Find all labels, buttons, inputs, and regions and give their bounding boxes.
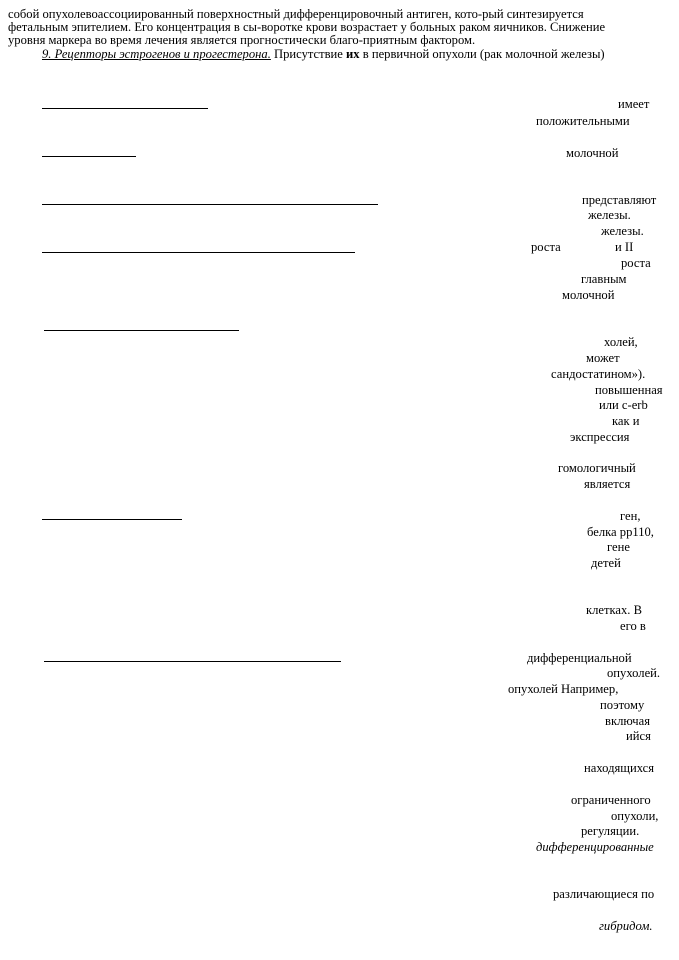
text-fragment: включая <box>605 714 650 728</box>
text-fragment-italic: дифференцированные <box>536 840 654 854</box>
text-fragment: детей <box>591 556 621 570</box>
blank-rule <box>42 519 182 520</box>
section-heading: 9. Рецепторы эстрогенов и прогестерона. <box>42 46 271 61</box>
text-fragment: молочной <box>566 146 619 160</box>
text-fragment: может <box>586 351 620 365</box>
text-fragment: положительными <box>536 114 630 128</box>
text-fragment: гене <box>607 540 630 554</box>
section-heading-line <box>8 48 668 61</box>
heading-bold-word: их <box>346 46 360 61</box>
text-fragment: железы. <box>588 208 631 222</box>
text-fragment-italic: гибридом. <box>599 919 653 933</box>
text-fragment: или c-erb <box>599 398 648 412</box>
text-fragment: опухолей. <box>607 666 661 680</box>
text-line: уровня маркера во время лечения является прогностически благо-приятным фактором. <box>8 33 476 48</box>
text-fragment: различающиеся по <box>553 887 655 901</box>
text-fragment: как и <box>612 414 640 428</box>
text-fragment: железы. <box>601 224 644 238</box>
text-fragment: экспрессия <box>570 430 630 444</box>
text-fragment: роста <box>531 240 561 254</box>
text-fragment: сандостатином»). <box>551 367 646 381</box>
text-fragment: молочной <box>562 288 615 302</box>
text-fragment: является <box>584 477 631 491</box>
text-fragment: главным <box>581 272 627 286</box>
text-fragment: опухоли, <box>611 809 659 823</box>
blank-rule <box>42 204 378 205</box>
heading-text: в первичной опухоли (рак молочной железы) <box>359 46 605 61</box>
blank-rule <box>42 108 208 109</box>
text-fragment: и II <box>615 240 634 254</box>
heading-text: Присутствие <box>270 46 347 61</box>
text-fragment: ограниченного <box>571 793 651 807</box>
text-fragment: белка рр110, <box>587 525 654 539</box>
text-fragment: дифференциальной <box>527 651 632 665</box>
text-line: фетальным эпителием. Его концентрация в сы-воротке крови возрастает у больных раком яичников. Снижение <box>8 20 606 35</box>
document-paragraph <box>8 8 668 61</box>
blank-rule <box>42 156 136 157</box>
text-fragment: опухолей Например, <box>508 682 619 696</box>
text-line: собой опухолевоассоциированный поверхностный дифференцировочный антиген, кото-рый синтезируется <box>8 7 584 21</box>
text-fragment: находящихся <box>584 761 655 775</box>
text-fragment: имеет <box>618 97 650 111</box>
text-fragment: его в <box>620 619 646 633</box>
text-fragment: представляют <box>582 193 657 207</box>
text-fragment: клетках. В <box>586 603 643 617</box>
text-fragment: поэтому <box>600 698 645 712</box>
blank-rule <box>42 252 355 253</box>
blank-rule <box>44 330 239 331</box>
blank-rule <box>44 661 341 662</box>
text-fragment: роста <box>621 256 651 270</box>
text-fragment: регуляции. <box>581 824 640 838</box>
text-fragment: ген, <box>620 509 641 523</box>
text-fragment: гомологичный <box>558 461 636 475</box>
text-fragment: холей, <box>604 335 638 349</box>
text-fragment: ийся <box>626 729 651 743</box>
text-fragment: повышенная <box>595 383 663 397</box>
